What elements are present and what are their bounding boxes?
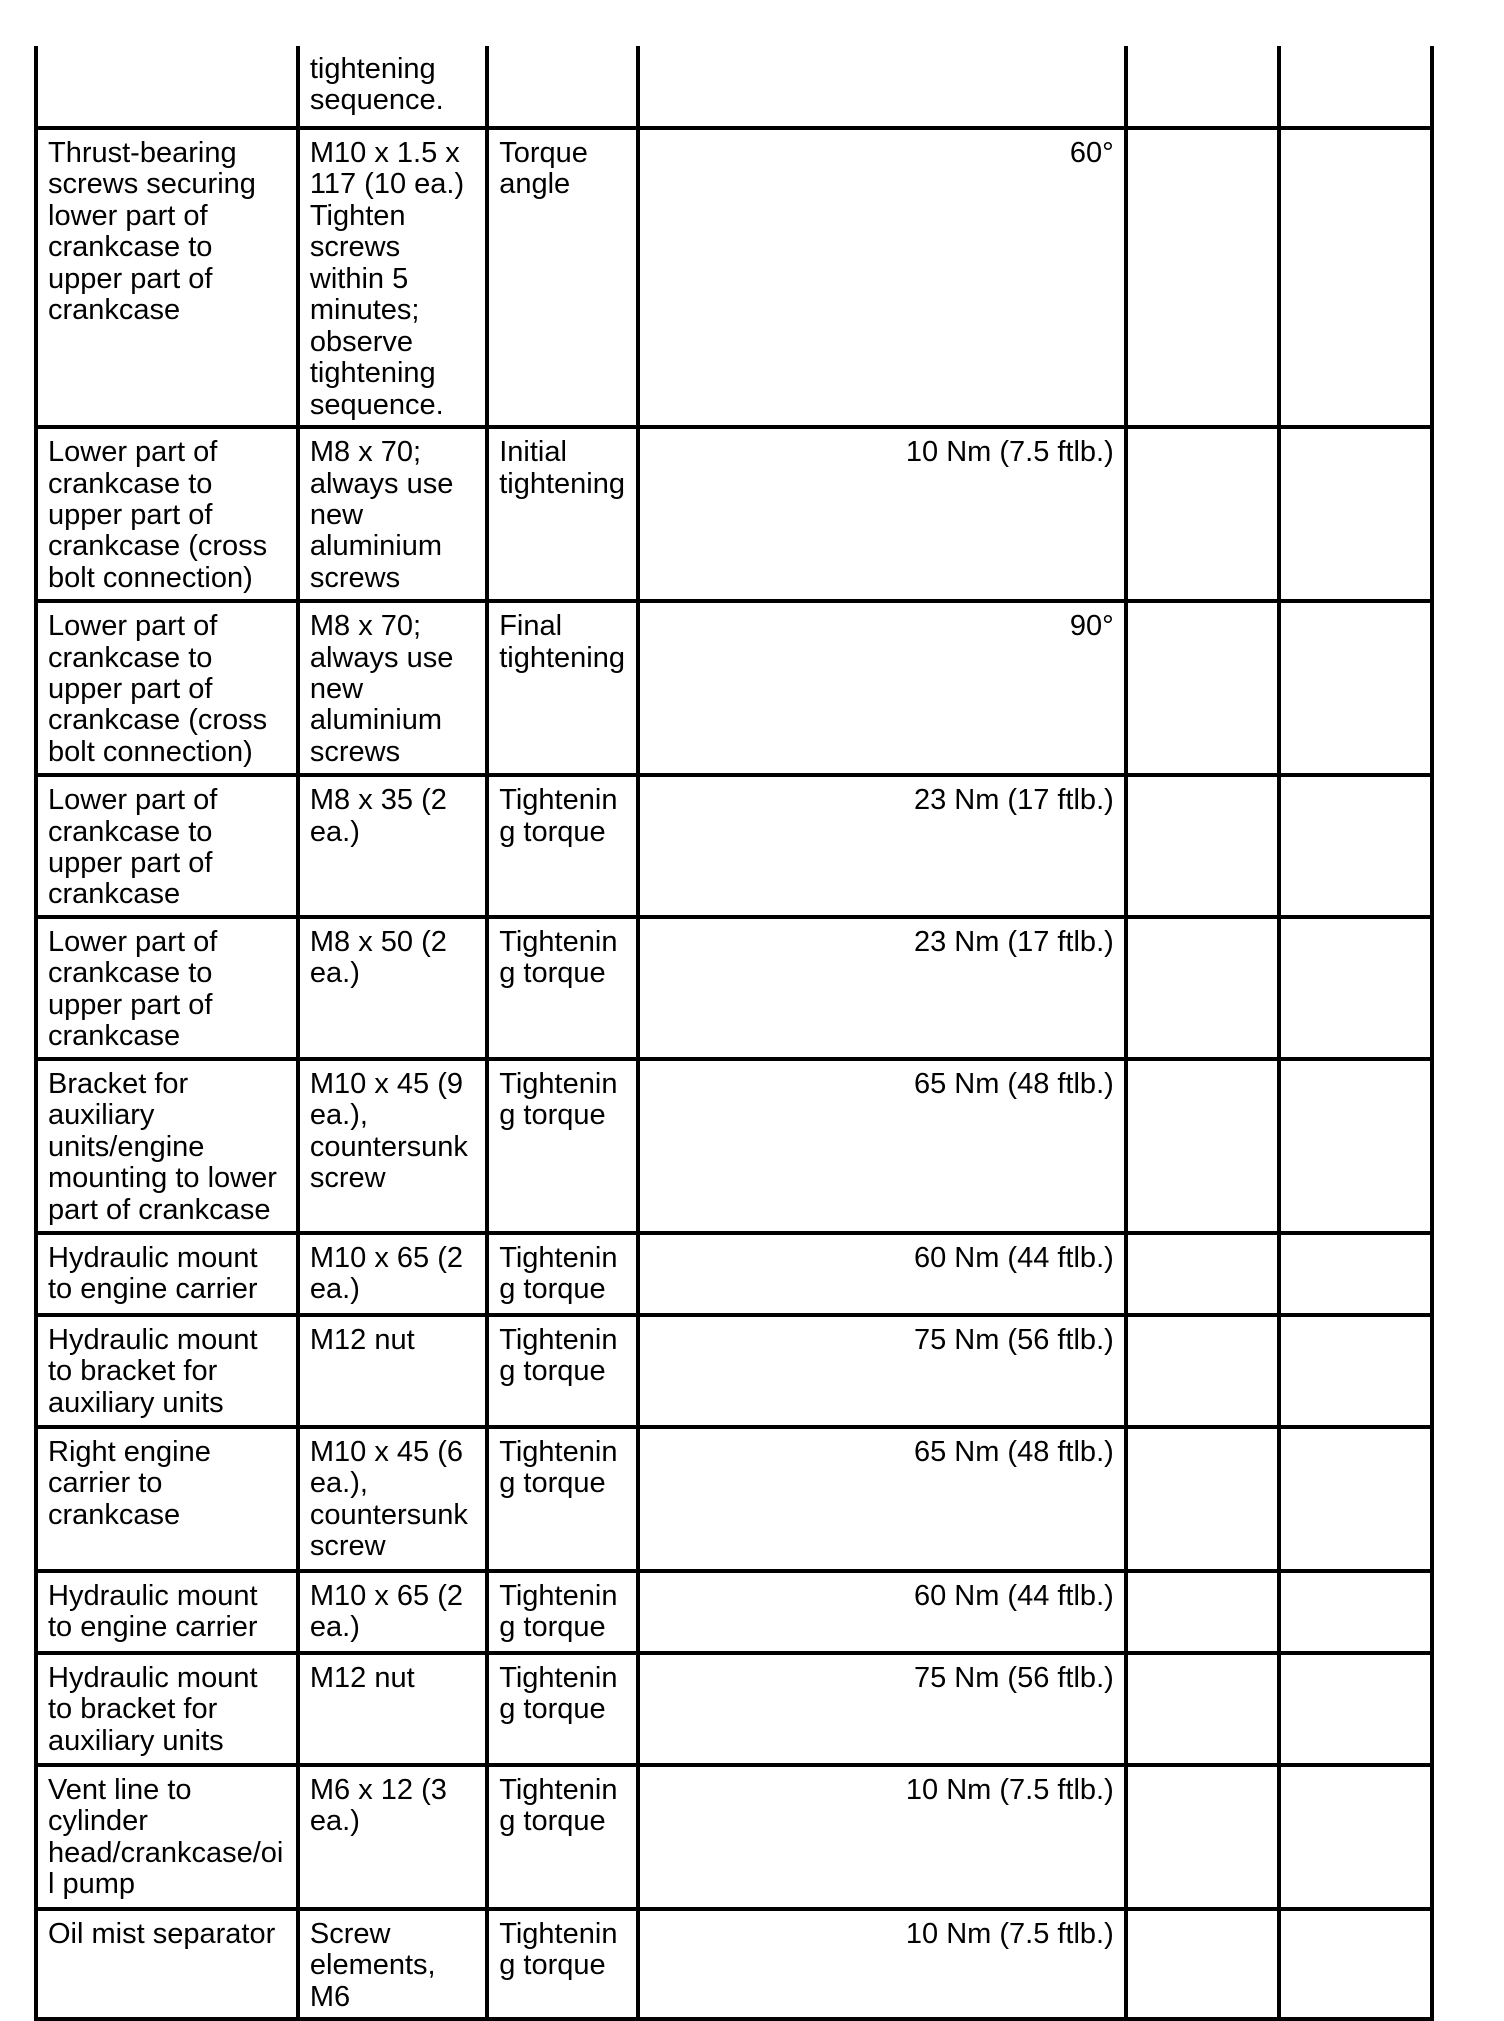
table-row [36,601,1432,775]
component-cell: Thrust-bearing screws securing lower part of crankcase to upper part of crankcase [36,128,298,427]
component-cell: Lower part of crankcase to upper part of crankcase [36,775,298,917]
empty-cell [1279,1315,1432,1427]
component-cell: Lower part of crankcase to upper part of crankcase [36,917,298,1059]
spec-value-cell: 60 Nm (44 ftlb.) [638,1233,1125,1315]
spec-type-cell: Tightening torque [487,917,638,1059]
table-row [36,46,1432,128]
fastener-cell: M12 nut [298,1315,487,1427]
empty-cell [1126,775,1279,917]
empty-cell [1279,46,1432,128]
spec-value-cell: 10 Nm (7.5 ftlb.) [638,427,1125,601]
component-cell: Hydraulic mount to engine carrier [36,1233,298,1315]
spec-type-cell: Tightening torque [487,1909,638,2019]
spec-value-cell: 75 Nm (56 ftlb.) [638,1653,1125,1765]
table-row [36,775,1432,917]
spec-value-cell: 10 Nm (7.5 ftlb.) [638,1765,1125,1909]
table-row [36,1233,1432,1315]
empty-cell [1279,1233,1432,1315]
spec-value-cell: 23 Nm (17 ftlb.) [638,917,1125,1059]
spec-value-cell: 65 Nm (48 ftlb.) [638,1427,1125,1571]
fastener-cell: M6 x 12 (3 ea.) [298,1765,487,1909]
torque-spec-table [34,46,1434,2021]
table-row [36,427,1432,601]
spec-value-cell: 60 Nm (44 ftlb.) [638,1571,1125,1653]
empty-cell [1126,1233,1279,1315]
component-cell: Lower part of crankcase to upper part of crankcase (cross bolt connection) [36,427,298,601]
component-cell: Lower part of crankcase to upper part of crankcase (cross bolt connection) [36,601,298,775]
fastener-cell: M10 x 45 (9 ea.), countersunk screw [298,1059,487,1233]
empty-cell [1126,601,1279,775]
spec-type-cell: Tightening torque [487,1233,638,1315]
empty-cell [1279,601,1432,775]
table-row [36,1909,1432,2019]
spec-type-cell: Tightening torque [487,1059,638,1233]
fastener-cell: M10 x 65 (2 ea.) [298,1233,487,1315]
torque-spec-sheet [34,46,1434,2021]
table-row [36,1427,1432,1571]
empty-cell [1126,1571,1279,1653]
empty-cell [1126,427,1279,601]
table-row [36,1315,1432,1427]
spec-value-cell: 60° [638,128,1125,427]
fastener-cell: Screw elements, M6 [298,1909,487,2019]
empty-cell [1279,1059,1432,1233]
fastener-cell: M10 x 45 (6 ea.), countersunk screw [298,1427,487,1571]
table-row [36,1571,1432,1653]
empty-cell [1279,128,1432,427]
empty-cell [1279,775,1432,917]
empty-cell [1126,1427,1279,1571]
fastener-cell: M8 x 70; always use new aluminium screws [298,427,487,601]
spec-type-cell: Tightening torque [487,1315,638,1427]
fastener-cell: tightening sequence. [298,46,487,128]
spec-type-cell: Tightening torque [487,1765,638,1909]
spec-type-cell: Tightening torque [487,1427,638,1571]
table-row [36,1059,1432,1233]
component-cell: Oil mist separator [36,1909,298,2019]
fastener-cell: M10 x 65 (2 ea.) [298,1571,487,1653]
empty-cell [1279,917,1432,1059]
spec-type-cell: Tightening torque [487,1571,638,1653]
spec-value-cell: 10 Nm (7.5 ftlb.) [638,1909,1125,2019]
empty-cell [1279,1571,1432,1653]
table-row [36,1653,1432,1765]
empty-cell [1279,1909,1432,2019]
fastener-cell: M8 x 50 (2 ea.) [298,917,487,1059]
component-cell [36,46,298,128]
empty-cell [1126,1765,1279,1909]
fastener-cell: M8 x 35 (2 ea.) [298,775,487,917]
fastener-cell: M12 nut [298,1653,487,1765]
empty-cell [1126,1909,1279,2019]
spec-type-cell: Final tightening [487,601,638,775]
fastener-cell: M8 x 70; always use new aluminium screws [298,601,487,775]
spec-value-cell: 65 Nm (48 ftlb.) [638,1059,1125,1233]
component-cell: Hydraulic mount to engine carrier [36,1571,298,1653]
component-cell: Vent line to cylinder head/crankcase/oil pump [36,1765,298,1909]
component-cell: Hydraulic mount to bracket for auxiliary units [36,1315,298,1427]
empty-cell [1126,46,1279,128]
spec-type-cell: Initial tightening [487,427,638,601]
empty-cell [1279,1653,1432,1765]
empty-cell [1279,427,1432,601]
empty-cell [1126,1315,1279,1427]
spec-type-cell: Tightening torque [487,1653,638,1765]
component-cell: Hydraulic mount to bracket for auxiliary units [36,1653,298,1765]
empty-cell [1126,128,1279,427]
spec-value-cell: 90° [638,601,1125,775]
empty-cell [1279,1427,1432,1571]
empty-cell [1126,917,1279,1059]
table-row [36,917,1432,1059]
spec-value-cell: 75 Nm (56 ftlb.) [638,1315,1125,1427]
fastener-cell: M10 x 1.5 x 117 (10 ea.) Tighten screws within 5 minutes; observe tightening sequence. [298,128,487,427]
table-row [36,1765,1432,1909]
table-row [36,128,1432,427]
spec-type-cell: Tightening torque [487,775,638,917]
component-cell: Bracket for auxiliary units/engine mounting to lower part of crankcase [36,1059,298,1233]
empty-cell [1126,1059,1279,1233]
spec-type-cell: Torque angle [487,128,638,427]
spec-value-cell [638,46,1125,128]
spec-value-cell: 23 Nm (17 ftlb.) [638,775,1125,917]
empty-cell [1126,1653,1279,1765]
component-cell: Right engine carrier to crankcase [36,1427,298,1571]
empty-cell [1279,1765,1432,1909]
spec-type-cell [487,46,638,128]
